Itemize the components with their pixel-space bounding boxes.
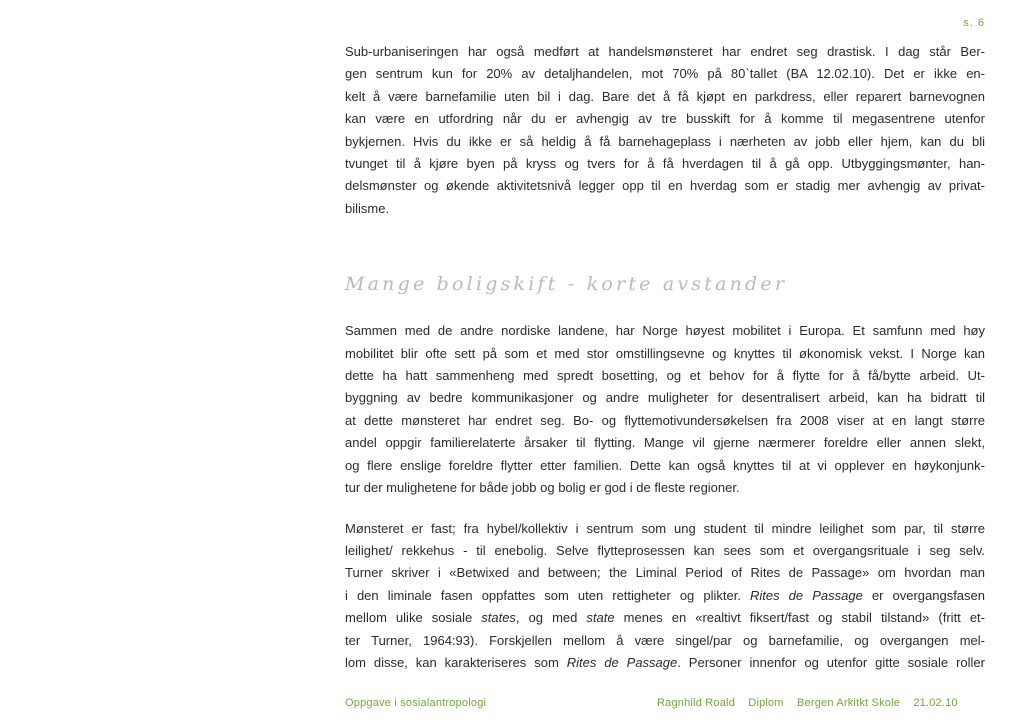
footer-credits [657,697,968,709]
text-line: leilighet/ rekkehus - til enebolig. Selve flytteprosessen kan sees som et overgangsrituale i seg selv. [345,542,985,558]
text-line: andel oppgir familierelaterte årsaker til flytting. Mange vil gjerne nærmerer foreldre eller annen slekt, [345,435,985,451]
text-line: kan være en utfordring når du er avhengig av tre busskift for å komme til megasentrene utenfor [345,111,985,127]
text-line: Sammen med de andre nordiske landene, har Norge høyest mobilitet i Europa. Et samfunn med høy [345,323,985,339]
footer-course: Oppgave i sosialantropologi [345,697,487,709]
paragraph-mobility [345,320,985,499]
text-line: delsmønster og økende aktivitetsnivå legger opp til en hverdag som er stadig mer avhengig av privat- [345,178,985,194]
text-line: mobilitet blir ofte sett på som et med stor omstillingsevne og knyttes til økonomisk vekst. I Norge kan [345,345,985,361]
page-number: s. 6 [963,17,985,29]
text-run: mellom ulike sosiale [345,610,482,626]
footer-program: Diplom [748,697,784,709]
italic-term: states [481,610,516,626]
text-line [345,607,985,629]
footer-author: Ragnhild Roald [657,697,736,709]
text-run: lom disse, kan karakteriseres som [345,654,567,670]
italic-term: Rites de Passage [566,654,678,670]
paragraph-suburbanisation [345,41,985,220]
text-line: bykjernen. Hvis du ikke er så heldig å få barnehageplass i nærheten av jobb eller hjem, kan du bli [345,133,985,149]
text-line: Sub-urbaniseringen har også medført at handelsmønsteret har endret seg drastisk. I dag står Ber- [345,44,985,59]
text-run: er overgangsfasen [862,587,985,603]
text-line: tur der mulighetene for både jobb og bolig er god i de fleste regioner. [345,480,740,496]
text-run: menes en «realtivt fiksert/fast og stabil tilstand» (fritt et- [614,610,986,626]
text-line: dette ha hatt sammenheng med spredt bosetting, og et behov for å flytte for å få/bytte arbeid. Ut- [345,368,985,384]
text-line: og flere enslige foreldre flytter etter familien. Dette kan også knyttes til at vi opplever en høykonjunk- [345,457,985,473]
paragraph-rites-de-passage [345,518,985,675]
text-line: byggning av bedre kommunikasjoner og andre muligheter for desentralisert arbeid, kan ha bidratt til [345,390,985,406]
text-run: , og med [515,610,587,626]
footer-school: Bergen Arkitkt Skole [797,697,901,709]
text-run: . Personer innenfor og utenfor gitte sosiale roller [677,654,985,670]
section-heading: Mange boligskift - korte avstander [345,273,788,296]
page-body [345,41,985,674]
text-line: bilisme. [345,200,390,216]
text-line [345,585,985,607]
italic-term: Rites de Passage [750,587,863,603]
text-line [345,652,985,674]
text-line: gen sentrum kun for 20% av detaljhandelen, mot 70% på 80`tallet (BA 12.02.10). Det er ikke en- [345,66,985,82]
text-line: Mønsteret er fast; fra hybel/kollektiv i sentrum som ung student til mindre leilighet som par, til større [345,520,985,536]
text-line: kelt å være barnefamilie uten bil i dag. Bare det å få kjøpt en parkdress, eller reparert barnevognen [345,88,985,104]
text-run: i den liminale fasen oppfattes som uten rettigheter og plikter. [345,587,750,603]
text-line: ter Turner, 1964:93). Forskjellen mellom å være singel/par og barnefamilie, og overgangen mel- [345,632,985,648]
italic-term: state [586,610,615,626]
footer-date: 21.02.10 [913,697,958,709]
text-line: at dette mønsteret har endret seg. Bo- og flyttemotivundersøkelsen fra 2008 viser at en langt større [345,412,985,428]
text-line: Turner skriver i «Betwixed and between; the Liminal Period of Rites de Passage» om hvordan man [345,565,985,581]
text-line: tvunget til å kjøre byen på kryss og tvers for å få hverdagen til å gå opp. Utbyggingsmønter, han- [345,156,985,172]
